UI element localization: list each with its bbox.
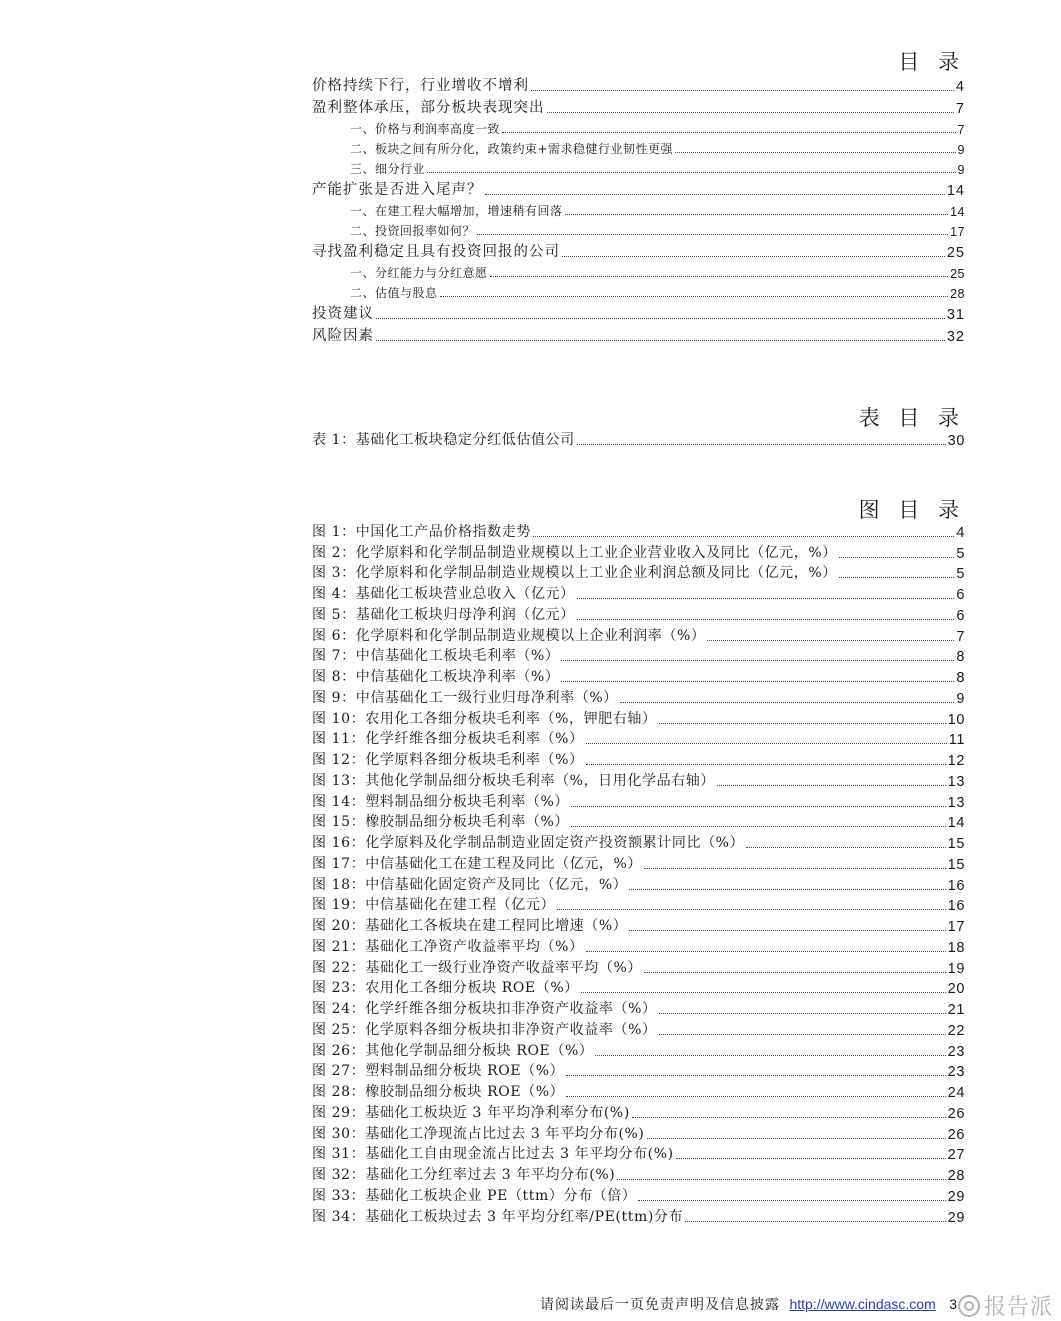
figure-entry-page: 29	[947, 1209, 965, 1226]
figure-entry[interactable]	[312, 748, 965, 769]
figure-entry-text: 图 6：化学原料和化学制品制造业规模以上企业利润率（%）	[312, 627, 706, 644]
toc-entry-page: 32	[946, 329, 965, 345]
figure-entry-text: 图 23：农用化工各细分板块 ROE（%）	[312, 980, 579, 997]
figure-entry[interactable]	[312, 686, 965, 707]
table-entry[interactable]	[312, 428, 965, 449]
dot-leader	[629, 930, 945, 931]
figure-entry[interactable]	[312, 645, 965, 666]
dot-leader	[839, 557, 954, 558]
figure-entry-text: 图 8：中信基础化工板块净利率（%）	[312, 669, 560, 685]
toc-entry-text: 风险因素	[312, 328, 374, 344]
figure-entry-text: 图 7：中信基础化工板块毛利率（%）	[312, 648, 560, 665]
dot-leader	[595, 1055, 945, 1056]
figure-entry-page: 14	[947, 815, 965, 832]
figure-entry-text: 图 32：基础化工分红率过去 3 年平均分布(%)	[312, 1167, 616, 1183]
figure-entry[interactable]	[312, 520, 965, 541]
toc-entry-text: 投资建议	[312, 306, 374, 322]
dot-leader	[562, 256, 945, 257]
figure-entry-text: 图 27：塑料制品细分板块 ROE（%）	[312, 1063, 565, 1080]
toc-entry-page: 31	[946, 307, 965, 323]
dot-leader	[571, 806, 946, 807]
dot-leader	[566, 1075, 945, 1076]
dot-leader	[746, 847, 945, 848]
toc-entry[interactable]	[312, 323, 965, 345]
figure-entry-text: 图 22：基础化工一级行业净资产收益率平均（%）	[312, 959, 642, 976]
figure-entry[interactable]	[312, 1060, 965, 1081]
footer-url-link[interactable]: http://www.cindasc.com	[789, 1296, 936, 1312]
figure-entry[interactable]	[312, 956, 965, 977]
dot-leader	[707, 640, 954, 641]
figure-entry-text: 图 20：基础化工各板块在建工程同比增速（%）	[312, 918, 628, 934]
dot-leader	[638, 1200, 945, 1201]
dot-leader	[490, 276, 949, 277]
toc-entry-page: 25	[946, 245, 965, 261]
dot-leader	[581, 992, 946, 993]
figure-entry[interactable]	[312, 603, 965, 624]
figure-entry-text: 图 24：化学纤维各细分板块扣非净资产收益率（%）	[312, 1001, 657, 1017]
toc-entry[interactable]	[312, 73, 965, 95]
dot-leader	[586, 764, 946, 765]
toc-entry-text: 一、分红能力与分红意愿	[350, 266, 488, 280]
figure-entry[interactable]	[312, 1018, 965, 1039]
figure-entry[interactable]	[312, 811, 965, 832]
figure-entry[interactable]	[312, 665, 965, 686]
figure-entry-page: 6	[956, 607, 965, 624]
toc-entry-page: 9	[957, 163, 965, 177]
figure-entry[interactable]	[312, 935, 965, 956]
figure-entry[interactable]	[312, 1101, 965, 1122]
dot-leader	[685, 1221, 946, 1222]
figure-entry-page: 16	[947, 877, 965, 894]
dot-leader	[659, 1034, 946, 1035]
dot-leader	[617, 1179, 945, 1180]
figure-entry-page: 24	[947, 1085, 965, 1101]
dot-leader	[531, 90, 954, 91]
toc-entry[interactable]	[312, 157, 965, 177]
figure-entry-page: 4	[956, 524, 965, 541]
figure-entry-text: 图 34：基础化工板块过去 3 年平均分红率/PE(ttm)分布	[312, 1208, 684, 1225]
figure-entry-text: 图 5：基础化工板块归母净利润（亿元）	[312, 606, 575, 623]
figure-entry-text: 图 18：中信基础化固定资产及同比（亿元，%）	[312, 876, 628, 893]
figure-entry-text: 图 28：橡胶制品细分板块 ROE（%）	[312, 1084, 565, 1100]
figure-list-title: 图 目 录	[858, 498, 965, 522]
toc-list	[312, 73, 965, 345]
toc-entry[interactable]	[312, 261, 965, 281]
figure-entry-text: 图 33：基础化工板块企业 PE（ttm）分布（倍）	[312, 1187, 637, 1204]
dot-leader	[717, 785, 946, 786]
figure-entry-text: 图 17：中信基础化工在建工程及同比（亿元，%）	[312, 855, 642, 872]
figure-entry-page: 18	[947, 939, 965, 956]
figure-entry-page: 26	[947, 1105, 965, 1122]
figure-entry-page: 12	[947, 753, 965, 769]
toc-entry-page: 14	[946, 183, 965, 199]
dot-leader	[644, 972, 946, 973]
figure-entry[interactable]	[312, 831, 965, 852]
dot-leader	[644, 868, 946, 869]
footer-disclaimer: 请阅读最后一页免责声明及信息披露	[540, 1297, 780, 1313]
figure-entry[interactable]	[312, 1163, 965, 1184]
figure-entry-page: 15	[947, 836, 965, 852]
dot-leader	[561, 681, 954, 682]
dot-leader	[675, 152, 955, 153]
figure-entry[interactable]	[312, 624, 965, 645]
watermark-logo-icon	[958, 1295, 980, 1317]
toc-entry[interactable]	[312, 281, 965, 301]
figure-entry[interactable]	[312, 1184, 965, 1205]
figure-entry-page: 10	[947, 711, 965, 728]
figure-entry[interactable]	[312, 977, 965, 998]
figure-entry-text: 图 25：化学原料各细分板块扣非净资产收益率（%）	[312, 1021, 657, 1038]
figure-entry[interactable]	[312, 728, 965, 749]
toc-title: 目 录	[898, 50, 965, 74]
figure-entry-page: 16	[947, 898, 965, 915]
figure-entry[interactable]	[312, 894, 965, 915]
figure-entry-page: 5	[956, 566, 965, 583]
figure-entry[interactable]	[312, 562, 965, 583]
toc-entry-text: 一、价格与利润率高度一致	[350, 122, 501, 136]
figure-entry[interactable]	[312, 541, 965, 562]
figure-entry-page: 23	[947, 1064, 965, 1081]
watermark	[958, 1290, 1053, 1321]
toc-entry-page: 7	[955, 101, 965, 117]
figure-entry-text: 图 1：中国化工产品价格指数走势	[312, 523, 531, 540]
figure-entry-text: 图 21：基础化工净资产收益率平均（%）	[312, 938, 584, 955]
figure-entry-page: 8	[956, 649, 965, 666]
dot-leader	[427, 172, 956, 173]
toc-entry-page: 28	[950, 287, 965, 301]
figure-entry-text: 图 12：化学原料各细分板块毛利率（%）	[312, 752, 584, 768]
dot-leader	[547, 112, 954, 113]
figure-entry-page: 26	[947, 1126, 965, 1143]
toc-entry-text: 二、投资回报率如何？	[350, 224, 476, 238]
dot-leader	[586, 743, 947, 744]
figure-entry[interactable]	[312, 1039, 965, 1060]
dot-leader	[659, 723, 946, 724]
toc-entry[interactable]	[312, 301, 965, 323]
figure-entry[interactable]	[312, 1143, 965, 1164]
dot-leader	[676, 1158, 946, 1159]
figure-entry[interactable]	[312, 707, 965, 728]
figure-entry-page: 29	[947, 1188, 965, 1205]
toc-entry-page: 9	[957, 143, 965, 157]
figure-entry-page: 6	[956, 587, 965, 603]
figure-entry-text: 图 11：化学纤维各细分板块毛利率（%）	[312, 731, 584, 748]
figure-entry[interactable]	[312, 873, 965, 894]
figure-entry-text: 图 29：基础化工板块近 3 年平均净利率分布(%)	[312, 1104, 630, 1121]
table-list	[312, 428, 965, 449]
figure-entry-text: 图 26：其他化学制品细分板块 ROE（%）	[312, 1042, 594, 1059]
toc-entry-text: 寻找盈利稳定且具有投资回报的公司	[312, 244, 560, 260]
table-entry-text: 表 1：基础化工板块稳定分红低估值公司	[312, 431, 575, 448]
toc-entry-text: 盈利整体承压，部分板块表现突出	[312, 100, 545, 116]
figure-entry-text: 图 14：塑料制品细分板块毛利率（%）	[312, 793, 569, 810]
dot-leader	[561, 660, 954, 661]
footer	[540, 1294, 958, 1314]
dot-leader	[533, 536, 954, 537]
figure-entry[interactable]	[312, 769, 965, 790]
figure-entry[interactable]	[312, 1080, 965, 1101]
dot-leader	[565, 214, 949, 215]
dot-leader	[632, 1117, 946, 1118]
dot-leader	[577, 619, 955, 620]
toc-entry[interactable]	[312, 199, 965, 219]
figure-entry[interactable]	[312, 914, 965, 935]
toc-entry-text: 二、板块之间有所分化，政策约束+需求稳健行业韧性更强	[350, 142, 674, 156]
table-entry-page: 30	[947, 432, 965, 449]
figure-entry-page: 15	[947, 856, 965, 873]
toc-entry-text: 价格持续下行，行业增收不增利	[312, 78, 529, 94]
dot-leader	[566, 1096, 945, 1097]
figure-entry-page: 22	[947, 1022, 965, 1039]
figure-entry-text: 图 31：基础化工自由现金流占比过去 3 年平均分布(%)	[312, 1146, 674, 1163]
dot-leader	[839, 577, 954, 578]
toc-entry-page: 17	[950, 225, 965, 239]
table-list-title: 表 目 录	[858, 406, 965, 430]
dot-leader	[477, 234, 948, 235]
toc-entry[interactable]	[312, 219, 965, 239]
toc-entry[interactable]	[312, 117, 965, 137]
figure-entry-page: 21	[947, 1002, 965, 1018]
figure-entry-text: 图 15：橡胶制品细分板块毛利率（%）	[312, 814, 569, 831]
toc-entry-page: 25	[950, 267, 965, 281]
dot-leader	[577, 444, 946, 445]
dot-leader	[620, 702, 954, 703]
figure-entry-text: 图 4：基础化工板块营业总收入（亿元）	[312, 586, 575, 602]
figure-entry[interactable]	[312, 1122, 965, 1143]
dot-leader	[440, 296, 949, 297]
figure-entry-page: 7	[956, 628, 965, 645]
figure-entry[interactable]	[312, 1205, 965, 1226]
dot-leader	[659, 1013, 946, 1014]
figure-entry-text: 图 9：中信基础化工一级行业归母净利率（%）	[312, 689, 618, 706]
figure-entry-page: 28	[947, 1168, 965, 1184]
dot-leader	[376, 318, 945, 319]
figure-entry[interactable]	[312, 997, 965, 1018]
toc-entry-page: 7	[957, 123, 965, 137]
dot-leader	[376, 340, 945, 341]
figure-entry-page: 13	[947, 773, 965, 790]
dot-leader	[577, 598, 955, 599]
footer-page-number: 3	[949, 1296, 958, 1312]
toc-entry[interactable]	[312, 177, 965, 199]
dot-leader	[557, 909, 946, 910]
toc-entry-text: 三、细分行业	[350, 162, 426, 176]
dot-leader	[629, 889, 945, 890]
figure-entry-page: 20	[947, 981, 965, 998]
toc-entry-text: 产能扩张是否进入尾声？	[312, 182, 483, 198]
dot-leader	[647, 1138, 946, 1139]
dot-leader	[586, 951, 946, 952]
watermark-text: 报告派	[984, 1295, 1054, 1320]
toc-entry-text: 二、估值与股息	[350, 286, 438, 300]
dot-leader	[485, 194, 945, 195]
figure-entry-text: 图 3：化学原料和化学制品制造业规模以上工业企业利润总额及同比（亿元，%）	[312, 565, 837, 582]
figure-entry-page: 8	[956, 670, 965, 686]
figure-entry-text: 图 2：化学原料和化学制品制造业规模以上工业企业营业收入及同比（亿元，%）	[312, 544, 837, 561]
figure-entry-page: 13	[947, 794, 965, 811]
figure-entry[interactable]	[312, 790, 965, 811]
toc-entry-page: 14	[950, 205, 965, 219]
toc-entry-page: 4	[955, 79, 965, 95]
figure-entry-page: 27	[947, 1147, 965, 1164]
figure-entry-page: 11	[948, 732, 965, 749]
toc-entry[interactable]	[312, 137, 965, 157]
dot-leader	[502, 132, 956, 133]
figure-entry[interactable]	[312, 852, 965, 873]
figure-entry-text: 图 30：基础化工净现流占比过去 3 年平均分布(%)	[312, 1125, 645, 1142]
figure-list	[312, 520, 965, 1226]
figure-entry-page: 5	[956, 545, 965, 562]
toc-entry-text: 一、在建工程大幅增加，增速稍有回落	[350, 204, 563, 218]
figure-entry-text: 图 16：化学原料及化学制品制造业固定资产投资额累计同比（%）	[312, 835, 745, 851]
figure-entry-text: 图 10：农用化工各细分板块毛利率（%，钾肥右轴）	[312, 710, 657, 727]
figure-entry-page: 23	[947, 1043, 965, 1060]
figure-entry-page: 9	[956, 690, 965, 707]
figure-entry-text: 图 19：中信基础化在建工程（亿元）	[312, 897, 556, 914]
figure-entry[interactable]	[312, 582, 965, 603]
toc-entry[interactable]	[312, 95, 965, 117]
figure-entry-page: 19	[947, 960, 965, 977]
toc-entry[interactable]	[312, 239, 965, 261]
dot-leader	[571, 826, 946, 827]
figure-entry-text: 图 13：其他化学制品细分板块毛利率（%，日用化学品右轴）	[312, 772, 715, 789]
figure-entry-page: 17	[947, 919, 965, 935]
